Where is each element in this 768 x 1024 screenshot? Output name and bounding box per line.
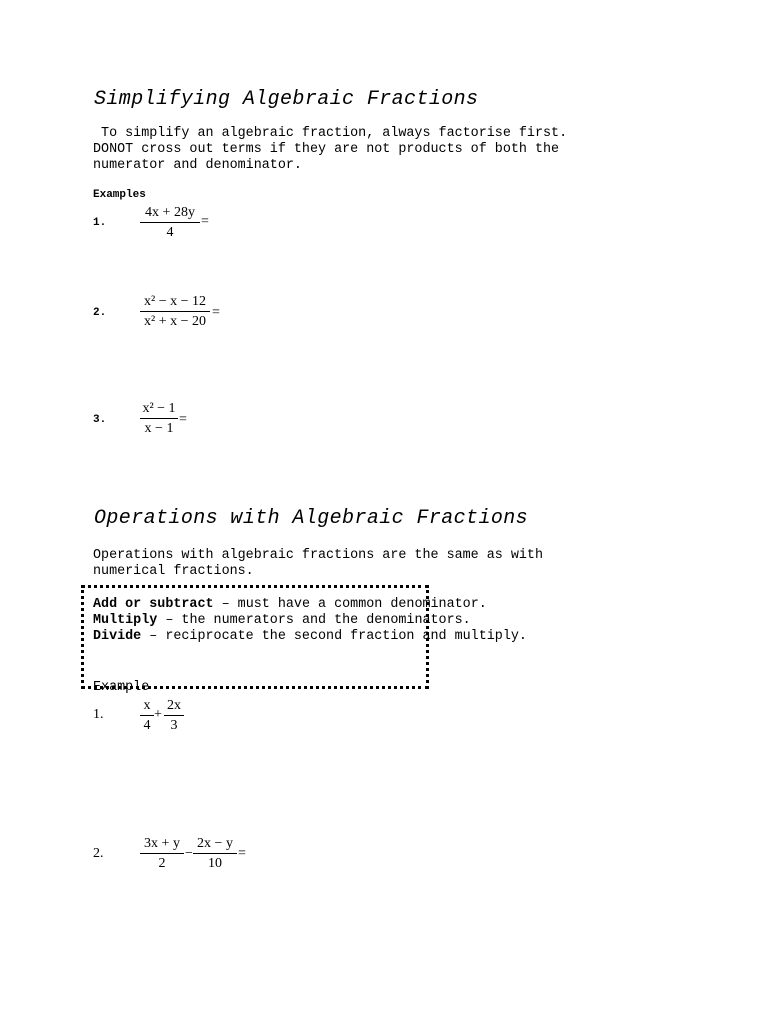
rule-text: – the numerators and the denominators. [157,613,471,628]
numerator: 2x [167,698,181,713]
fraction [193,836,237,872]
denominator: 2 [158,856,166,871]
rule-text: – must have a common denominator. [213,597,487,612]
numerator: 4x + 28y [145,205,195,220]
example-number: 3. [93,414,107,426]
denominator: x − 1 [144,421,174,436]
fraction [164,698,184,734]
intro-line: numerator and denominator. [93,158,302,173]
intro-line: Operations with algebraic fractions are the same as with [93,548,543,563]
examples-label: Examples [93,189,146,201]
denominator: x² + x − 20 [144,314,206,329]
example-number: 1. [93,707,104,722]
intro-paragraph-1 [93,126,567,174]
example-number: 1. [93,217,107,229]
minus-operator: − [185,846,193,861]
intro-paragraph-2 [93,548,543,580]
denominator: 4 [166,225,174,240]
equals-sign: = [179,412,187,427]
intro-line: To simplify an algebraic fraction, always factorise first. [93,126,568,141]
numerator: x [143,698,151,713]
fraction [140,205,200,241]
section-title-operations: Operations with Algebraic Fractions [94,507,529,530]
example-number: 2. [93,307,107,319]
section-title-simplifying: Simplifying Algebraic Fractions [94,88,479,111]
fraction [140,401,178,437]
denominator: 4 [143,718,151,733]
rule-text: – reciprocate the second fraction and multiply. [141,629,527,644]
fraction [140,836,184,872]
intro-line: numerical fractions. [93,564,254,579]
equals-sign: = [201,214,209,229]
equals-sign: = [238,846,246,861]
rule-bold: Multiply [93,613,158,628]
numerator: 2x − y [197,836,233,851]
fraction [140,294,210,330]
plus-operator: + [154,707,162,722]
equals-sign: = [212,305,220,320]
denominator: 3 [170,718,178,733]
numerator: x² − 1 [142,401,176,416]
dotted-selection-box [81,585,429,689]
fraction [140,698,154,734]
numerator: x² − x − 12 [144,294,206,309]
intro-line: DONOT cross out terms if they are not products of both the [93,142,560,157]
rule-bold: Add or subtract [93,597,214,612]
rule-bold: Divide [93,629,142,644]
numerator: 3x + y [144,836,180,851]
example-number: 2. [93,846,104,861]
denominator: 10 [208,856,222,871]
example-label: Example [93,680,150,695]
